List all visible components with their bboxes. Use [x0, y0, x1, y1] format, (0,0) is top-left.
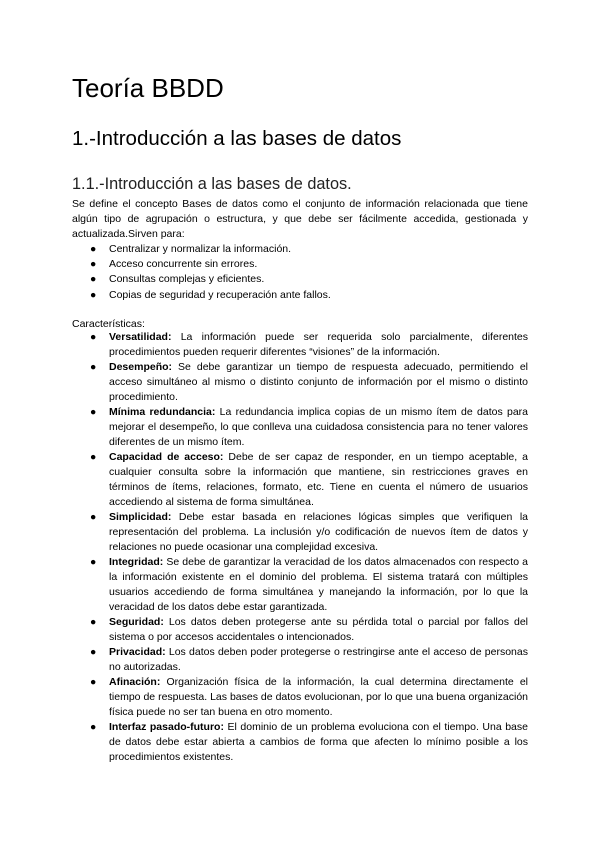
list-item-text: Los datos deben poder protegerse o restringirse ante el acceso de personas no autorizadas. [109, 646, 528, 673]
section-heading: 1.-Introducción a las bases de datos [72, 127, 402, 150]
list-item [72, 242, 528, 257]
list-item [72, 257, 528, 272]
bullet-icon: ● [90, 243, 97, 255]
bullet-icon: ● [90, 511, 97, 523]
list-item [72, 615, 528, 645]
bullet-icon: ● [90, 406, 97, 418]
list-item-text: El dominio de un problema evoluciona con el tiempo. Una base de datos debe estar abierta a cambios de forma que afecten lo mínimo posible a los procedimientos existentes. [109, 721, 528, 763]
list-item-term: Capacidad de acceso: [109, 451, 224, 463]
list-item-text: Debe estar basada en relaciones lógicas simples que verifiquen la representación del problema. La inclusión y/o codificación de nuevos ítem de datos y relaciones no puede ocasionar una complejidad excesiva. [109, 511, 528, 553]
bullet-icon: ● [90, 646, 97, 658]
list-item-text: Los datos deben protegerse ante su pérdida total o parcial por fallos del sistema o por accesos accidentales o intencionados. [109, 616, 528, 643]
list-item [72, 405, 528, 450]
list-item-text: Copias de seguridad y recuperación ante fallos. [109, 288, 331, 301]
list-item [72, 645, 528, 675]
list-item-text: La redundancia implica copias de un mismo ítem de datos para mejorar el desempeño, lo que conlleva una cuidadosa consistencia para no tener valores diferentes de un mismo ítem. [109, 406, 528, 448]
bullet-icon: ● [90, 676, 97, 688]
list-item [72, 555, 528, 615]
characteristics-label: Características: [72, 318, 145, 330]
bullet-icon: ● [90, 273, 97, 286]
list-item-term: Versatilidad: [109, 331, 172, 343]
list-item-text: Acceso concurrente sin errores. [109, 258, 258, 271]
list-item-text: Centralizar y normalizar la información. [109, 243, 292, 255]
bullet-icon: ● [90, 288, 97, 301]
bullet-icon: ● [90, 258, 97, 271]
bullet-icon: ● [90, 721, 97, 733]
list-item [72, 360, 528, 405]
list-item-text: Se debe de garantizar la veracidad de los datos almacenados con respecto a la información existente en el dominio del problema. El sistema tratará con múltiples usuarios accediendo de forma simultánea y manejando la información, por lo que la veracidad de los datos debe estar garantizada. [109, 556, 528, 613]
bullet-icon: ● [90, 331, 97, 343]
bullet-icon: ● [90, 451, 97, 463]
intro-paragraph: Se define el concepto Bases de datos como el conjunto de información relacionada que tiene algún tipo de agrupación o estructura, y que debe ser fácilmente accedida, gestionada y actualizada.Sirven para: [72, 198, 528, 240]
list-item [72, 288, 528, 303]
list-item [72, 330, 528, 360]
list-item-term: Afinación: [109, 676, 161, 688]
list-item-term: Interfaz pasado-futuro: [109, 721, 224, 733]
document-title: Teoría BBDD [72, 73, 224, 103]
characteristics-list [72, 330, 528, 765]
list-item [72, 450, 528, 510]
list-item [72, 510, 528, 555]
list-item-term: Privacidad: [109, 646, 166, 658]
list-item-term: Mínima redundancia: [109, 406, 216, 418]
list-item-text: Consultas complejas y eficientes. [109, 273, 265, 286]
list-item-term: Seguridad: [109, 616, 164, 628]
list-item-text: La información puede ser requerida solo parcialmente, diferentes procedimientos pueden requerir diferentes “visiones” de la información. [109, 331, 528, 358]
list-item-term: Simplicidad: [109, 511, 172, 523]
bullet-icon: ● [90, 556, 97, 568]
list-item-text: Debe de ser capaz de responder, en un tiempo aceptable, a cualquier consulta sobre la información que mantiene, sin restricciones graves en términos de ítems, relaciones, formato, etc. Tiene en cuenta el número de usuarios accediendo al sistema de forma simultánea. [109, 451, 528, 508]
list-item-text: Se debe garantizar un tiempo de respuesta adecuado, permitiendo el acceso simultáneo al mismo o distinto conjunto de información por el mismo o distinto procedimiento. [109, 361, 528, 403]
list-item-term: Integridad: [109, 556, 164, 568]
list-item [72, 272, 528, 287]
list-item-text: Organización física de la información, la cual determina directamente el tiempo de respuesta. Las bases de datos evolucionan, por lo que una buena organización física puede no ser tan buena en otro momento. [109, 676, 528, 718]
list-item-term: Desempeño: [109, 361, 173, 373]
bullet-icon: ● [90, 616, 97, 628]
bullet-icon: ● [90, 361, 97, 373]
uses-list [72, 242, 528, 303]
list-item [72, 675, 528, 720]
list-item [72, 720, 528, 765]
subsection-heading: 1.1.-Introducción a las bases de datos. [72, 175, 352, 193]
